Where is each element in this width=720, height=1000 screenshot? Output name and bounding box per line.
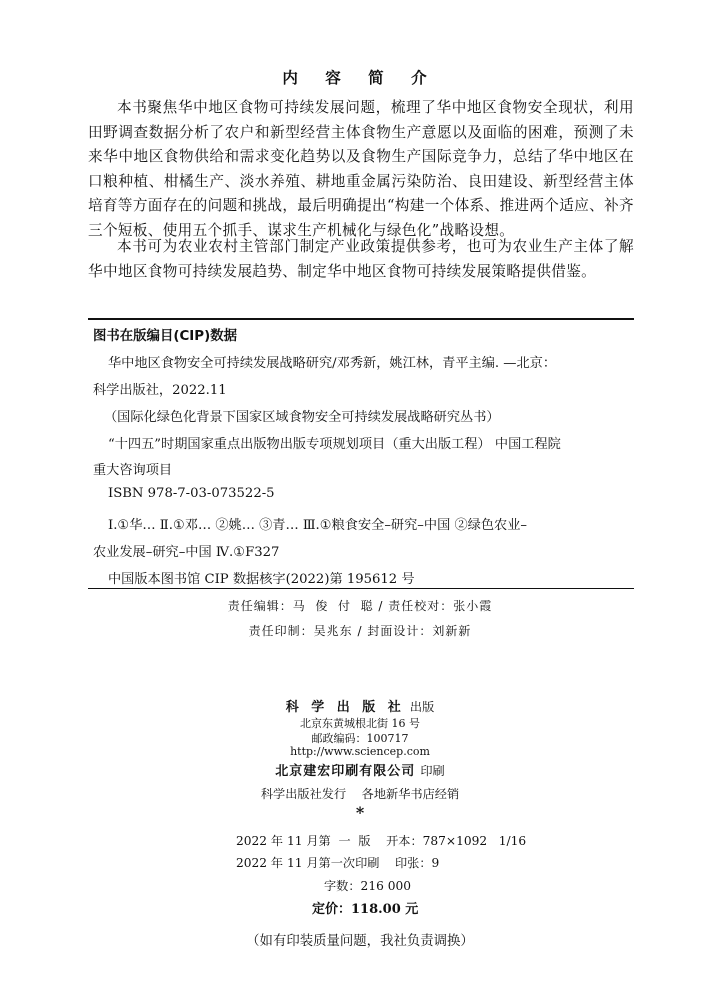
cip-record-number: 中国版本图书馆 CIP 数据核字(2022)第 195612 号: [108, 572, 415, 587]
cip-isbn: ISBN 978-7-03-073522-5: [108, 486, 275, 501]
intro-paragraph-2: 本书可为农业农村主管部门制定产业政策提供参考，也可为农业生产主体了解华中地区食物可持续发展趋势、制定华中地区食物可持续发展策略提供借鉴。: [88, 238, 634, 280]
publisher-postcode: 邮政编码：100717: [311, 732, 409, 745]
publisher-address: 北京东黄城根北街 16 号: [300, 717, 420, 730]
publisher-suffix: 出版: [409, 700, 435, 714]
credits-production: 责任印制：吴兆东 / 封面设计：刘新新: [248, 624, 472, 638]
cip-top-rule: [88, 318, 634, 320]
printing-line: 2022 年 11 月第一次印刷 印张：9: [236, 856, 440, 870]
cip-line-4: “十四五”时期国家重点出版物出版专项规划项目（重大出版工程） 中国工程院: [108, 437, 561, 452]
cip-classification-1: Ⅰ.①华… Ⅱ.①邓… ②姚… ③青… Ⅲ.①粮食安全–研究–中国 ②绿色农业–: [108, 518, 527, 533]
cip-classification-2: 农业发展–研究–中国 Ⅳ.①F327: [93, 545, 280, 560]
price-value: 118.00 元: [351, 902, 419, 917]
page-title: 内 容 简 介: [282, 68, 438, 87]
edition-line: 2022 年 11 月第 一 版 开本：787×1092 1/16: [236, 834, 527, 848]
quality-notice: （如有印装质量问题，我社负责调换）: [246, 934, 474, 949]
cip-line-2: 科学出版社，2022.11: [93, 383, 227, 398]
cip-title: 图书在版编目(CIP)数据: [93, 329, 237, 344]
distribution-line: 科学出版社发行 各地新华书店经销: [260, 787, 460, 801]
printer-name: 北京建宏印刷有限公司: [275, 764, 416, 779]
cip-line-5: 重大咨询项目: [93, 463, 173, 478]
intro-paragraph-1: 本书聚焦华中地区食物可持续发展问题，梳理了华中地区食物安全现状，利用田野调查数据分析了农户和新型经营主体食物生产意愿以及面临的困难，预测了未来华中地区食物供给和需求变化趋势以及食物生产国际竞争力，总结了华中地区在口粮种植、柑橘生产、淡水养殖、耕地重金属污染防治、良田建设、新型经营主体培育等方面存在的问题和挑战，最后明确提出“构建一个体系、推进两个适应、补齐三个短板、使用五个抓手、谋求生产机械化与绿色化”战略设想。: [88, 99, 634, 239]
printer-suffix: 印刷: [420, 764, 445, 778]
cip-line-1: 华中地区食物安全可持续发展战略研究/邓秀新，姚江林，青平主编. —北京：: [108, 356, 557, 371]
publisher-name: 科 学 出 版 社: [285, 700, 405, 715]
credits-editors: 责任编辑：马 俊 付 聪 / 责任校对：张小霞: [227, 599, 493, 613]
cip-bottom-rule: [88, 588, 634, 589]
cip-line-3: （国际化绿色化背景下国家区域食物安全可持续发展战略研究丛书）: [104, 410, 500, 425]
word-count: 字数：216 000: [324, 879, 411, 893]
separator-asterisk: *: [355, 803, 365, 822]
printer-line: [0, 760, 720, 779]
publisher-website: http://www.sciencep.com: [290, 745, 430, 758]
price-label: 定价：: [312, 902, 352, 917]
publisher-line: [0, 696, 720, 715]
price-line: [312, 898, 418, 917]
